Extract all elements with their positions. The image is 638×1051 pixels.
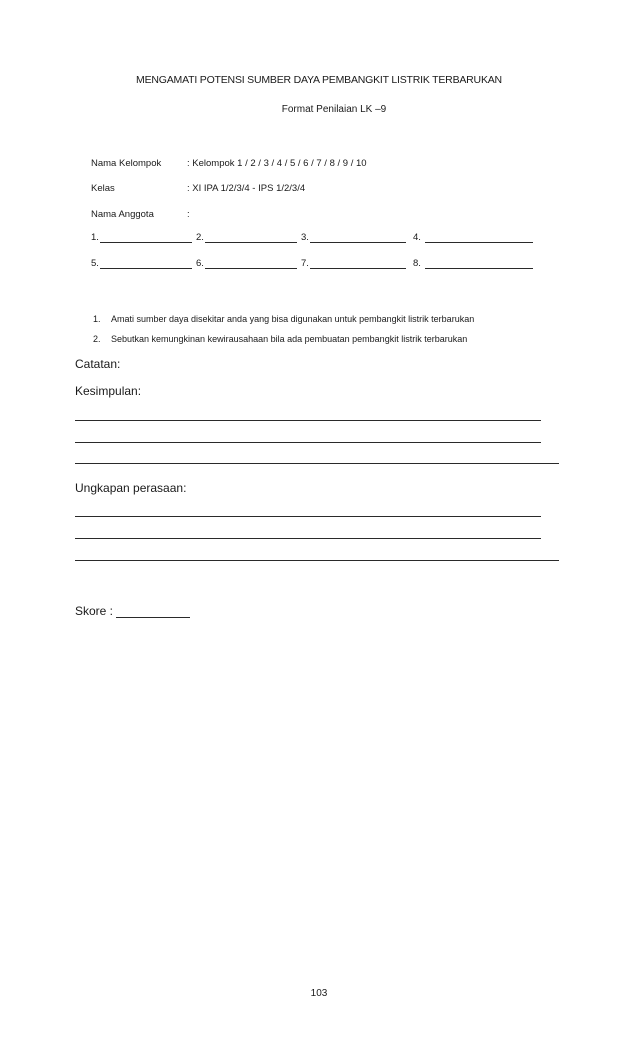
member-write-line [100, 232, 192, 243]
member-write-line [425, 258, 533, 269]
member-blank-6 [196, 258, 297, 269]
ungkapan-write-line-1 [75, 516, 541, 517]
page-subtitle: Format Penilaian LK –9 [281, 104, 387, 115]
member-write-line [425, 232, 533, 243]
member-write-line [205, 232, 297, 243]
page-title: MENGAMATI POTENSI SUMBER DAYA PEMBANGKIT LISTRIK TERBARUKAN [136, 74, 502, 86]
member-blank-3 [301, 232, 406, 243]
field-value-nama-kelompok: : Kelompok 1 / 2 / 3 / 4 / 5 / 6 / 7 / 8 / 9 / 10 [187, 158, 367, 169]
field-value-nama-anggota: : [187, 209, 190, 220]
kesimpulan-write-line-1 [75, 420, 541, 421]
member-number: 3. [301, 232, 309, 243]
field-label-nama-kelompok: Nama Kelompok [91, 158, 162, 169]
field-value-kelas: : XI IPA 1/2/3/4 - IPS 1/2/3/4 [187, 183, 306, 194]
question-number: 2. [93, 334, 101, 344]
member-number: 7. [301, 258, 309, 269]
kesimpulan-write-line-2 [75, 442, 541, 443]
member-blank-5 [91, 258, 192, 269]
member-number: 6. [196, 258, 204, 269]
member-write-line [310, 232, 406, 243]
member-number: 1. [91, 232, 99, 243]
member-blank-2 [196, 232, 297, 243]
question-number: 1. [93, 314, 101, 324]
catatan-label: Catatan: [75, 357, 121, 371]
skore-write-line [116, 605, 190, 618]
page-number: 103 [310, 988, 328, 999]
member-number: 2. [196, 232, 204, 243]
member-blank-4 [413, 232, 533, 243]
question-text: Sebutkan kemungkinan kewirausahaan bila ada pembuatan pembangkit listrik terbarukan [111, 334, 468, 344]
member-write-line [205, 258, 297, 269]
question-2 [93, 334, 533, 346]
member-write-line [310, 258, 406, 269]
ungkapan-perasaan-label: Ungkapan perasaan: [75, 481, 187, 495]
kesimpulan-write-line-3 [75, 463, 559, 464]
field-label-kelas: Kelas [91, 183, 115, 194]
question-text: Amati sumber daya disekitar anda yang bisa digunakan untuk pembangkit listrik terbarukan [111, 314, 475, 324]
question-1 [93, 314, 533, 326]
member-number: 4. [413, 232, 421, 243]
member-blank-8 [413, 258, 533, 269]
skore-field [75, 604, 190, 618]
member-blank-7 [301, 258, 406, 269]
skore-label: Skore : [75, 604, 114, 618]
member-blank-1 [91, 232, 192, 243]
member-number: 8. [413, 258, 421, 269]
kesimpulan-label: Kesimpulan: [75, 384, 142, 398]
ungkapan-write-line-3 [75, 560, 559, 561]
member-write-line [100, 258, 192, 269]
ungkapan-write-line-2 [75, 538, 541, 539]
field-label-nama-anggota: Nama Anggota [91, 209, 154, 220]
member-number: 5. [91, 258, 99, 269]
